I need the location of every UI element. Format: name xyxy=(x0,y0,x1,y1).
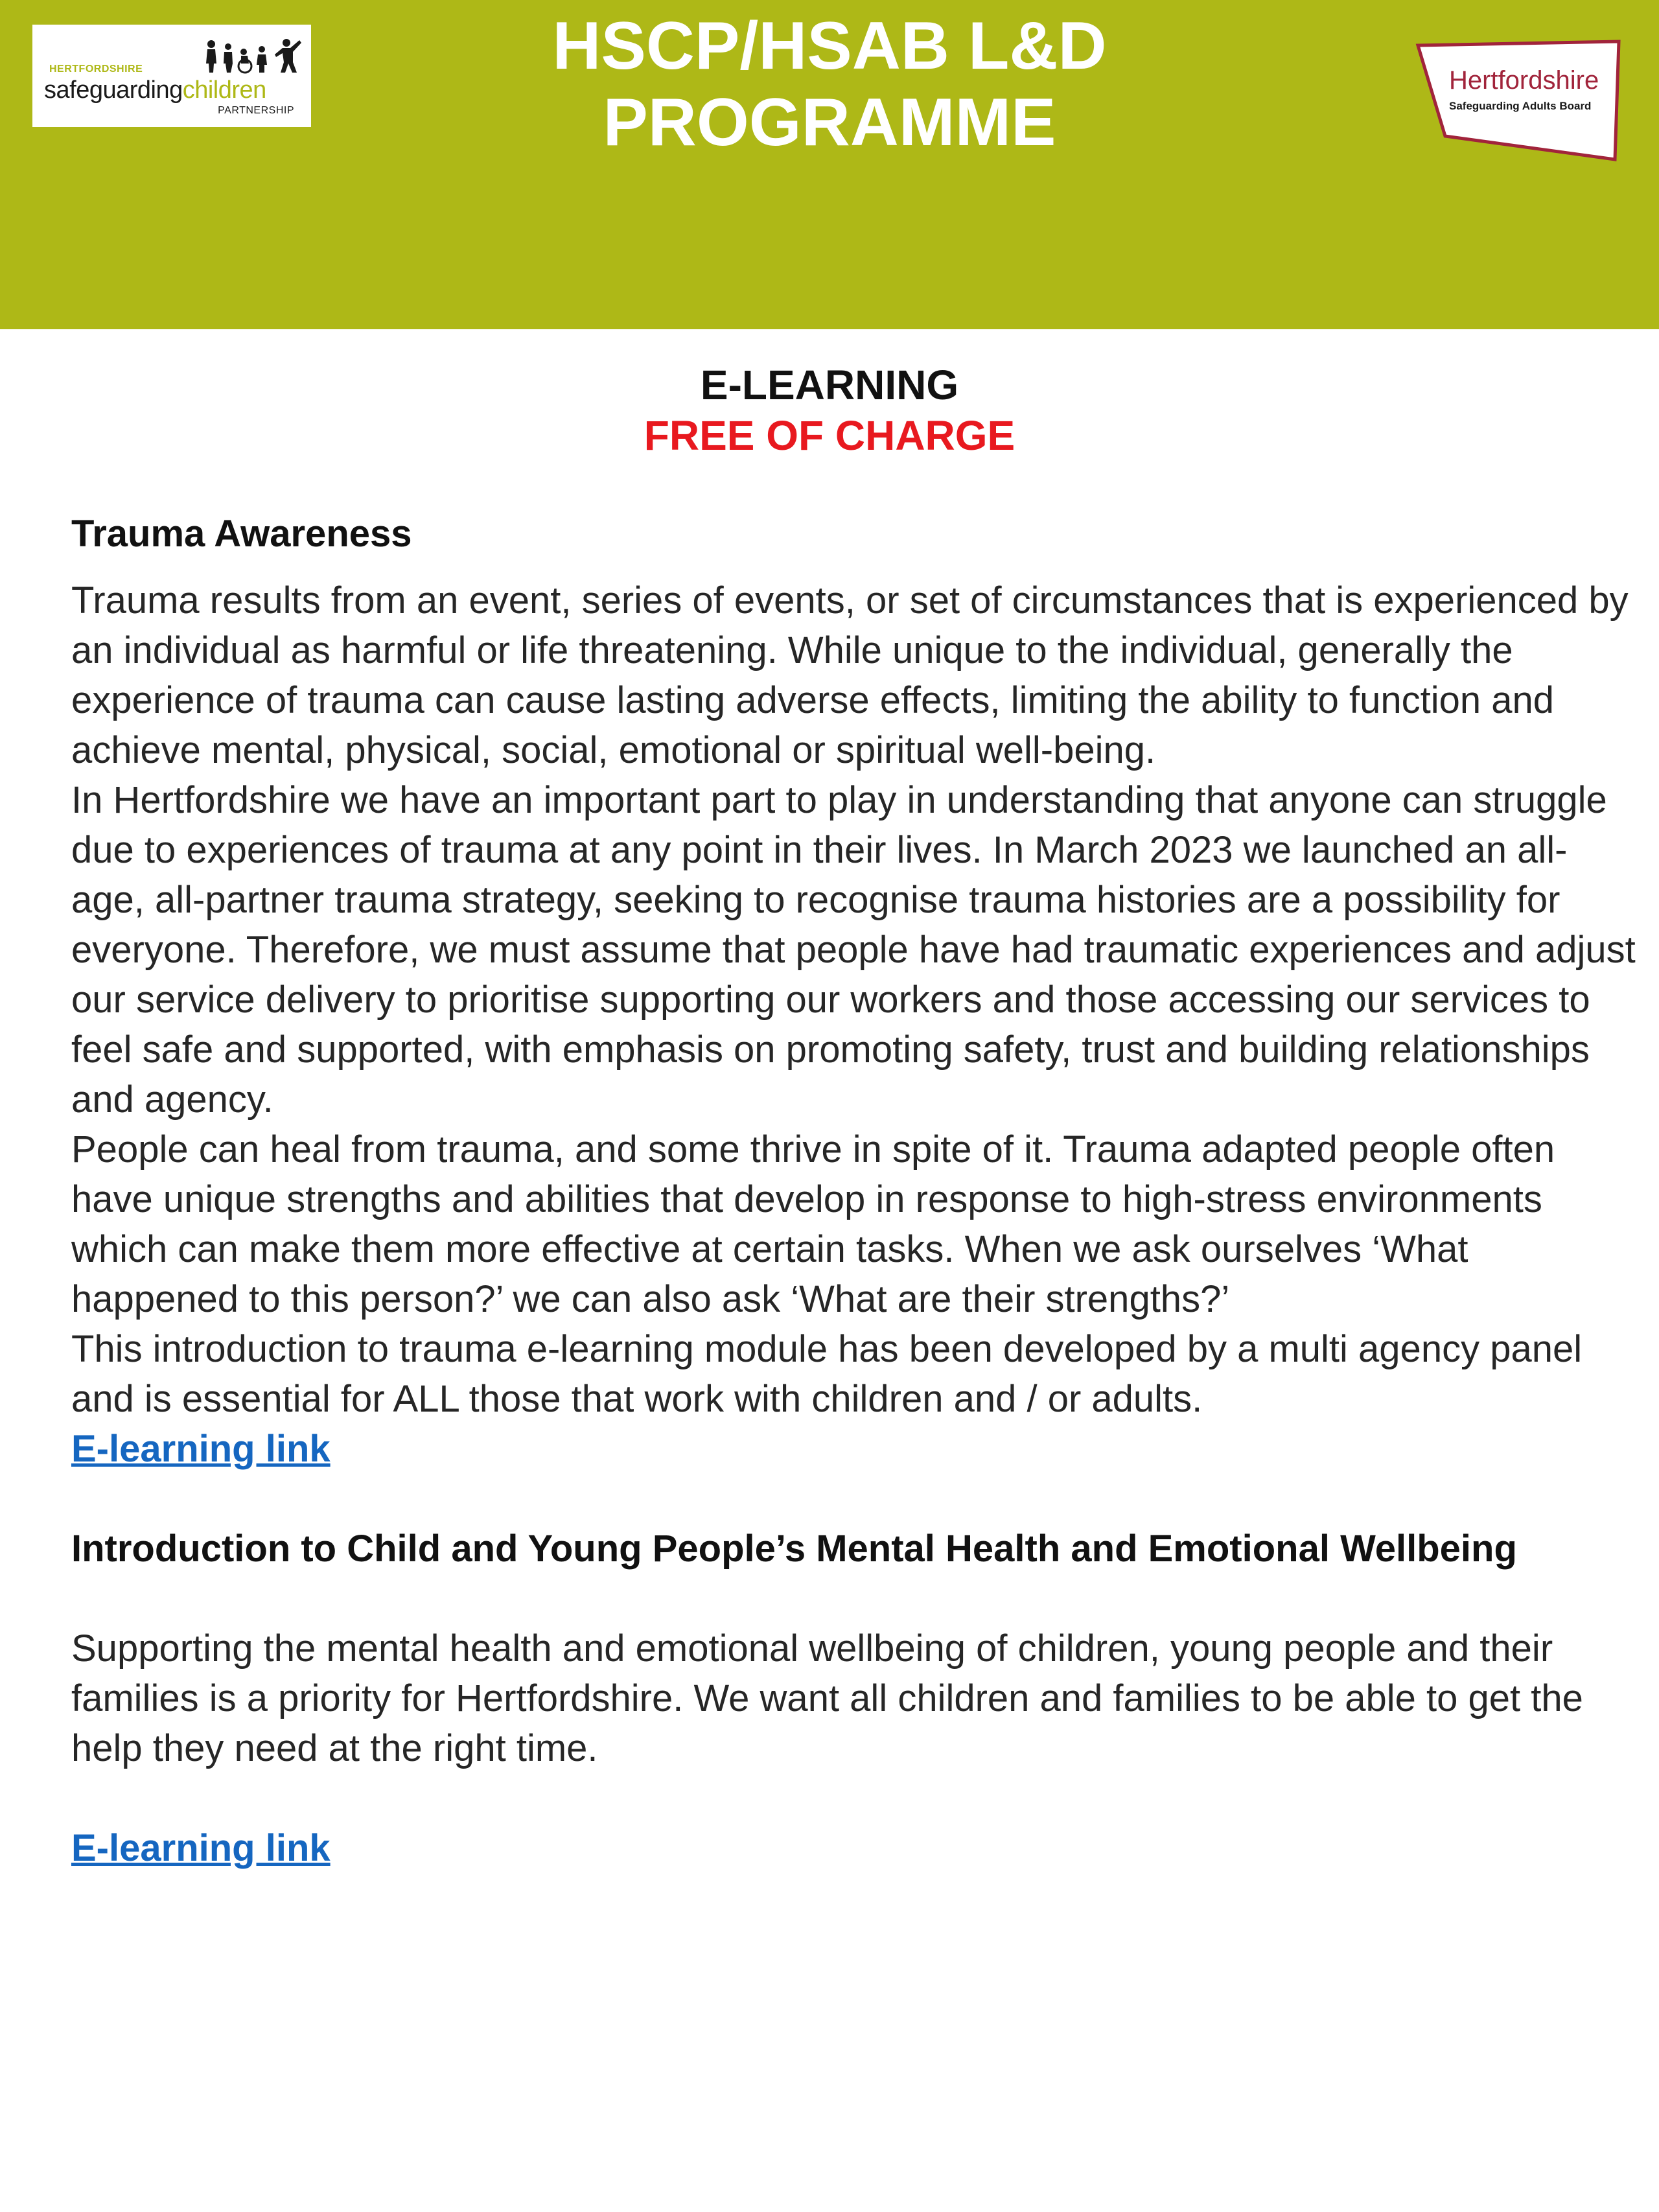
safeguarding-adults-board-logo xyxy=(1413,39,1623,162)
logo-subtitle: PARTNERSHIP xyxy=(218,105,294,116)
course-title: Introduction to Child and Young People’s Mental Health and Emotional Wellbeing xyxy=(71,1528,1517,1570)
logo-right-name: Hertfordshire xyxy=(1449,66,1599,95)
logo-county-label: HERTFORDSHIRE xyxy=(49,64,143,75)
e-learning-link[interactable]: E-learning link xyxy=(71,1827,331,1869)
course-mental-health-wellbeing xyxy=(71,1524,1640,1873)
course-title: Trauma Awareness xyxy=(71,513,412,555)
page-title xyxy=(0,8,1659,161)
section-title: E-LEARNING xyxy=(700,362,959,408)
e-learning-link[interactable]: E-learning link xyxy=(71,1428,331,1470)
course-trauma-awareness xyxy=(71,509,1640,1474)
course-paragraph: In Hertfordshire we have an important part to play in understanding that anyone can struggle due to experiences of trauma at any point in their lives. In March 2023 we launched an all-age, all-partner trauma strategy, seeking to recognise trauma histories are a possibility for everyone. Therefore, we must assume that people have had traumatic experiences and adjust our service delivery to prioritise supporting our workers and those accessing our services to feel safe and supported, with emphasis on promoting safety, trust and building relationships and agency. xyxy=(71,779,1636,1121)
course-paragraph: This introduction to trauma e-learning module has been developed by a multi agency panel and is essential for ALL those that work with children and / or adults. xyxy=(71,1328,1583,1420)
title-line-1: HSCP/HSAB L&D xyxy=(552,8,1107,84)
course-paragraph: Trauma results from an event, series of events, or set of circumstances that is experienced by an individual as harmful or life threatening. While unique to the individual, generally the experience of trauma can cause lasting adverse effects, limiting the ability to function and achieve mental, physical, social, emotional or spiritual well-being. xyxy=(71,579,1629,771)
free-of-charge-label: FREE OF CHARGE xyxy=(644,412,1015,459)
section-heading xyxy=(0,360,1659,461)
course-paragraph: Supporting the mental health and emotional wellbeing of children, young people and their families is a priority for Hertfordshire. We want all children and families to be able to get the help they need at the right time. xyxy=(71,1627,1583,1769)
logo-name: safeguardingchildren xyxy=(44,76,266,104)
title-line-2: PROGRAMME xyxy=(603,85,1056,160)
header-banner xyxy=(0,0,1659,329)
course-paragraph: People can heal from trauma, and some thrive in spite of it. Trauma adapted people often have unique strengths and abilities that develop in response to high-stress environments which can make them more effective at certain tasks. When we ask ourselves ‘What happened to this person?’ we can also ask ‘What are their strengths?’ xyxy=(71,1128,1555,1320)
logo-right-subtitle: Safeguarding Adults Board xyxy=(1449,100,1592,112)
course-list xyxy=(71,509,1640,1873)
